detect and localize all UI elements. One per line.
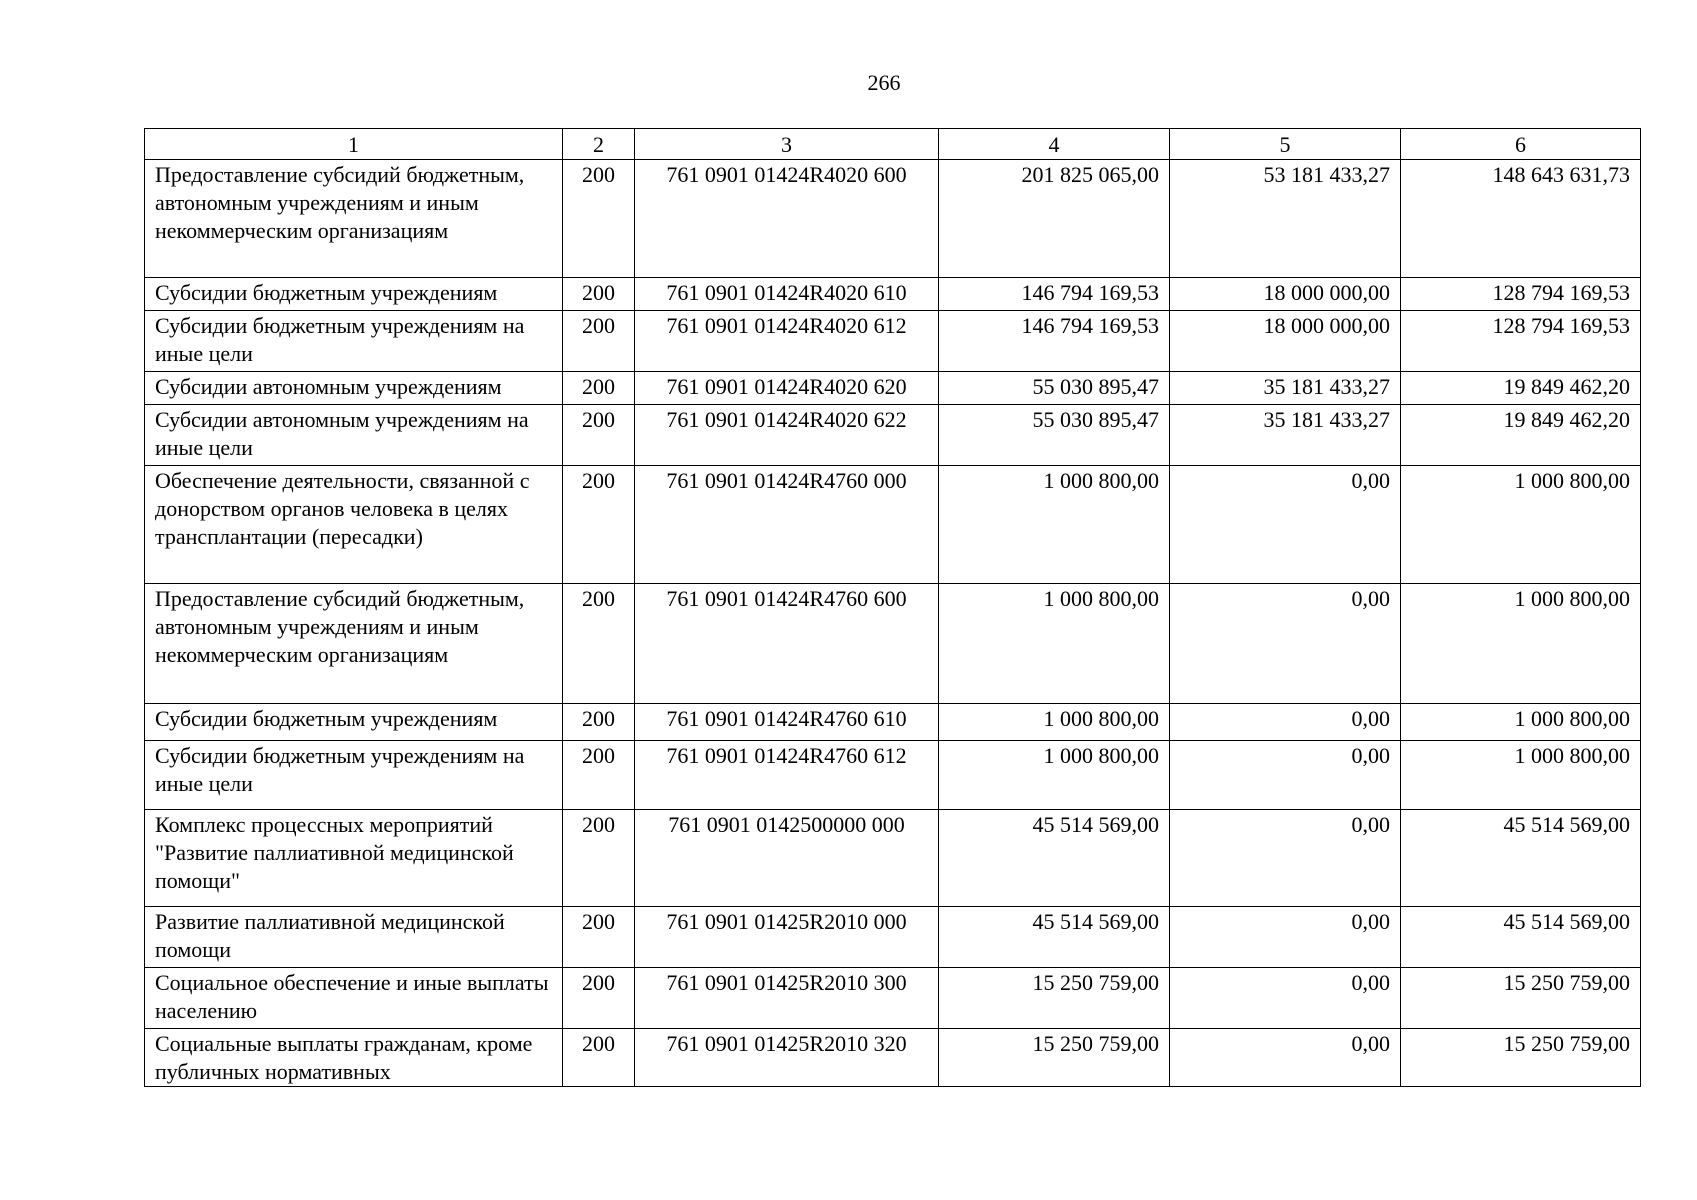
row-name-cell: Субсидии автономным учреждениям <box>145 372 563 405</box>
row-col2-cell: 200 <box>563 160 635 278</box>
row-code-cell: 761 0901 01424R4020 610 <box>635 278 939 311</box>
row-col2-cell: 200 <box>563 278 635 311</box>
row-col4-cell: 15 250 759,00 <box>939 1029 1170 1087</box>
row-name-cell: Субсидии бюджетным учреждениям на иные цели <box>145 741 563 810</box>
row-code-cell: 761 0901 01425R2010 300 <box>635 968 939 1029</box>
row-code-cell: 761 0901 01424R4760 000 <box>635 466 939 584</box>
row-col2-cell: 200 <box>563 810 635 907</box>
row-code-cell: 761 0901 01425R2010 000 <box>635 907 939 968</box>
row-col5-cell: 35 181 433,27 <box>1170 405 1401 466</box>
row-code-cell: 761 0901 01424R4760 600 <box>635 584 939 704</box>
row-col6-cell: 148 643 631,73 <box>1401 160 1641 278</box>
row-col2-cell: 200 <box>563 907 635 968</box>
budget-table <box>144 128 1641 1087</box>
row-col4-cell: 201 825 065,00 <box>939 160 1170 278</box>
row-name-cell: Обеспечение деятельности, связанной с донорством органов человека в целях трансплантации (пересадки) <box>145 466 563 584</box>
row-col2-cell: 200 <box>563 466 635 584</box>
row-col4-cell: 45 514 569,00 <box>939 810 1170 907</box>
table-row <box>145 160 1641 278</box>
row-col2-cell: 200 <box>563 311 635 372</box>
page-number: 266 <box>867 70 901 95</box>
row-name-cell: Социальное обеспечение и иные выплаты населению <box>145 968 563 1029</box>
row-col2-cell: 200 <box>563 405 635 466</box>
row-col4-cell: 55 030 895,47 <box>939 405 1170 466</box>
row-col5-cell: 0,00 <box>1170 466 1401 584</box>
row-col6-cell: 15 250 759,00 <box>1401 1029 1641 1087</box>
row-col5-cell: 0,00 <box>1170 907 1401 968</box>
row-col5-cell: 18 000 000,00 <box>1170 311 1401 372</box>
row-col4-cell: 1 000 800,00 <box>939 704 1170 741</box>
row-col6-cell: 15 250 759,00 <box>1401 968 1641 1029</box>
row-col6-cell: 1 000 800,00 <box>1401 584 1641 704</box>
row-col2-cell: 200 <box>563 1029 635 1087</box>
row-col5-cell: 0,00 <box>1170 704 1401 741</box>
table-row <box>145 466 1641 584</box>
row-col4-cell: 55 030 895,47 <box>939 372 1170 405</box>
row-col5-cell: 0,00 <box>1170 584 1401 704</box>
row-col5-cell: 18 000 000,00 <box>1170 278 1401 311</box>
row-col6-cell: 45 514 569,00 <box>1401 810 1641 907</box>
row-col4-cell: 45 514 569,00 <box>939 907 1170 968</box>
row-col6-cell: 1 000 800,00 <box>1401 466 1641 584</box>
row-name-cell: Социальные выплаты гражданам, кроме публичных нормативных <box>145 1029 563 1087</box>
row-col6-cell: 128 794 169,53 <box>1401 278 1641 311</box>
table-row <box>145 311 1641 372</box>
row-name-cell: Субсидии бюджетным учреждениям на иные цели <box>145 311 563 372</box>
row-col6-cell: 19 849 462,20 <box>1401 405 1641 466</box>
row-name-cell: Развитие паллиативной медицинской помощи <box>145 907 563 968</box>
row-code-cell: 761 0901 01424R4020 612 <box>635 311 939 372</box>
row-code-cell: 761 0901 01424R4760 610 <box>635 704 939 741</box>
row-col6-cell: 128 794 169,53 <box>1401 311 1641 372</box>
table-row <box>145 968 1641 1029</box>
row-name-cell: Субсидии автономным учреждениям на иные цели <box>145 405 563 466</box>
column-header-2: 2 <box>563 129 635 160</box>
row-col6-cell: 45 514 569,00 <box>1401 907 1641 968</box>
row-col4-cell: 1 000 800,00 <box>939 741 1170 810</box>
column-header-1: 1 <box>145 129 563 160</box>
table-row <box>145 704 1641 741</box>
row-col6-cell: 1 000 800,00 <box>1401 741 1641 810</box>
table-row <box>145 1029 1641 1087</box>
row-code-cell: 761 0901 01424R4020 622 <box>635 405 939 466</box>
row-col2-cell: 200 <box>563 584 635 704</box>
row-code-cell: 761 0901 01424R4020 620 <box>635 372 939 405</box>
column-header-3: 3 <box>635 129 939 160</box>
table-row <box>145 741 1641 810</box>
column-header-4: 4 <box>939 129 1170 160</box>
row-col5-cell: 35 181 433,27 <box>1170 372 1401 405</box>
table-row <box>145 584 1641 704</box>
row-col5-cell: 0,00 <box>1170 1029 1401 1087</box>
column-header-5: 5 <box>1170 129 1401 160</box>
row-col4-cell: 1 000 800,00 <box>939 584 1170 704</box>
row-col6-cell: 19 849 462,20 <box>1401 372 1641 405</box>
row-name-cell: Субсидии бюджетным учреждениям <box>145 704 563 741</box>
table-row <box>145 907 1641 968</box>
row-col5-cell: 0,00 <box>1170 741 1401 810</box>
row-name-cell: Предоставление субсидий бюджетным, автономным учреждениям и иным некоммерческим организациям <box>145 584 563 704</box>
row-col5-cell: 0,00 <box>1170 968 1401 1029</box>
row-name-cell: Субсидии бюджетным учреждениям <box>145 278 563 311</box>
header-row <box>145 129 1641 160</box>
row-col4-cell: 146 794 169,53 <box>939 311 1170 372</box>
row-col2-cell: 200 <box>563 741 635 810</box>
row-code-cell: 761 0901 01425R2010 320 <box>635 1029 939 1087</box>
table-row <box>145 405 1641 466</box>
row-code-cell: 761 0901 01424R4020 600 <box>635 160 939 278</box>
row-col2-cell: 200 <box>563 704 635 741</box>
table-row <box>145 372 1641 405</box>
row-col4-cell: 15 250 759,00 <box>939 968 1170 1029</box>
row-col5-cell: 0,00 <box>1170 810 1401 907</box>
table-row <box>145 810 1641 907</box>
row-col4-cell: 1 000 800,00 <box>939 466 1170 584</box>
row-code-cell: 761 0901 01424R4760 612 <box>635 741 939 810</box>
row-col2-cell: 200 <box>563 372 635 405</box>
row-name-cell: Комплекс процессных мероприятий "Развитие паллиативной медицинской помощи" <box>145 810 563 907</box>
row-col2-cell: 200 <box>563 968 635 1029</box>
row-col5-cell: 53 181 433,27 <box>1170 160 1401 278</box>
table-row <box>145 278 1641 311</box>
row-code-cell: 761 0901 0142500000 000 <box>635 810 939 907</box>
column-header-6: 6 <box>1401 129 1641 160</box>
row-col4-cell: 146 794 169,53 <box>939 278 1170 311</box>
row-name-cell: Предоставление субсидий бюджетным, автономным учреждениям и иным некоммерческим организациям <box>145 160 563 278</box>
row-col6-cell: 1 000 800,00 <box>1401 704 1641 741</box>
